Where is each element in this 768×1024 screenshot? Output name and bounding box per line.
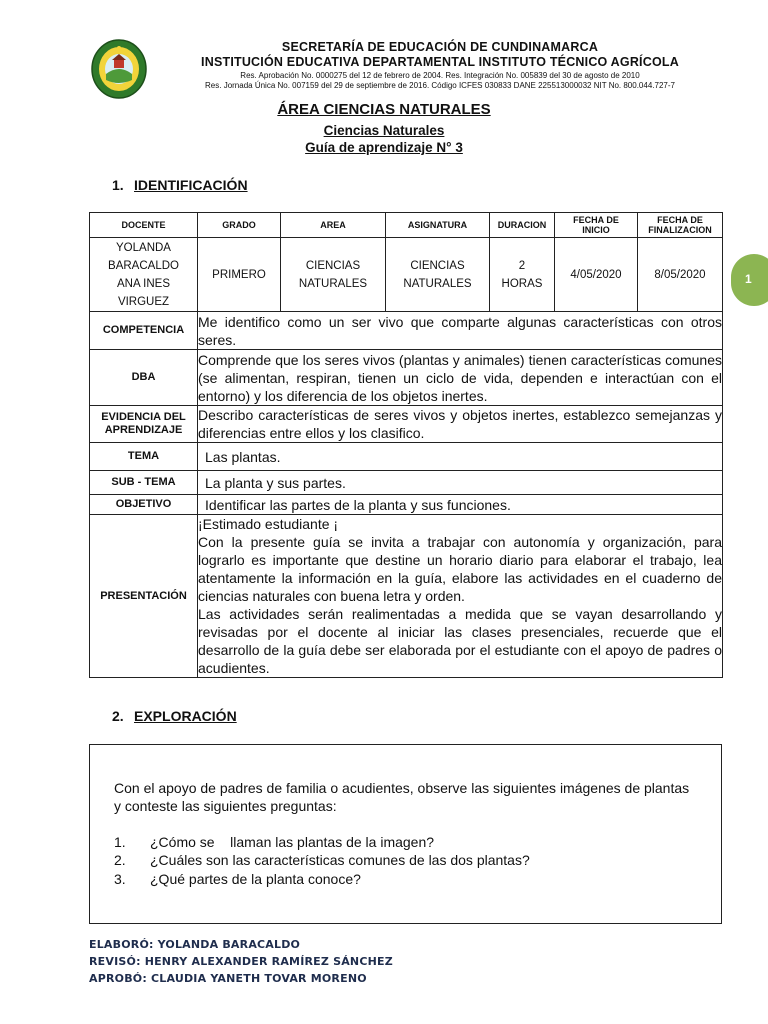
question-number: 1.: [114, 834, 126, 850]
label-subtema: SUB - TEMA: [90, 471, 198, 495]
header-resolucion-2: Res. Jornada Única No. 007159 del 29 de septiembre de 2016. Código ICFES 030833 DANE 225513000032 NIT No. 800.044.727-7: [205, 81, 675, 90]
row-competencia: [90, 312, 723, 350]
label-presentacion: PRESENTACIÓN: [90, 515, 198, 678]
duracion-line: 2: [518, 259, 526, 272]
area-title: ÁREA CIENCIAS NATURALES: [277, 101, 491, 118]
header-area: AREA: [281, 213, 386, 238]
header-fecha-inicio-l2: INICIO: [582, 225, 610, 235]
asignatura-line: NATURALES: [403, 277, 472, 290]
docente-line: BARACALDO: [108, 259, 179, 272]
presentacion-paragraph-2: Las actividades serán realimentadas a medida que se vayan desarrollando y revisadas por el docente al iniciar las clases presenciales, recuerde que el desarrollo de la guía debe ser elaborada por el estudiante con el apoyo de padres o acudientes.: [198, 606, 722, 676]
header-fecha-fin: [638, 213, 723, 238]
cell-grado: PRIMERO: [198, 238, 281, 312]
identification-table: [89, 212, 723, 678]
docente-line: YOLANDA: [116, 241, 171, 254]
question-number: 2.: [114, 852, 126, 868]
header-secretaria: SECRETARÍA DE EDUCACIÓN DE CUNDINAMARCA: [281, 40, 599, 54]
presentacion-paragraph-1: Con la presente guía se invita a trabajar con autonomía y organización, para lograrlo es importante que destine un horario diario para elaborar el trabajo, lea atentamente la información en la guía, elabore las actividades en el cuaderno de ciencias naturales con buena letra y orden.: [198, 534, 722, 604]
header-docente: DOCENTE: [90, 213, 198, 238]
duracion-line: HORAS: [501, 277, 543, 290]
page-number: 1: [745, 272, 752, 286]
header-asignatura: ASIGNATURA: [386, 213, 490, 238]
docente-line: VIRGUEZ: [117, 295, 170, 308]
row-presentacion: [90, 515, 723, 678]
cell-asignatura: [386, 238, 490, 312]
section-title: EXPLORACIÓN: [134, 708, 237, 724]
section-exploracion: [112, 708, 237, 724]
section-number: 2.: [112, 708, 124, 724]
header-fecha-fin-l1: FECHA DE: [657, 215, 703, 225]
table-header-row: [90, 213, 723, 238]
area-line: CIENCIAS: [305, 259, 361, 272]
row-tema: [90, 443, 723, 471]
guide-title: Guía de aprendizaje N° 3: [305, 140, 463, 155]
question-text: ¿Qué partes de la planta conoce?: [150, 871, 361, 887]
value-evidencia: Describo características de seres vivos y objetos inertes, establezco semejanzas y diferencias entre ellos y los clasifico.: [198, 407, 722, 441]
docente-line: ANA INES: [116, 277, 171, 290]
label-evidencia-l2: APRENDIZAJE: [104, 424, 183, 436]
row-objetivo: [90, 495, 723, 515]
value-objetivo: Identificar las partes de la planta y sus funciones.: [198, 495, 723, 515]
row-dba: [90, 350, 723, 406]
label-evidencia-l1: EVIDENCIA DEL: [101, 411, 186, 423]
section-number: 1.: [112, 177, 124, 193]
footer-elaboro: ELABORÓ: YOLANDA BARACALDO: [89, 938, 301, 951]
question-text: ¿Cuáles son las características comunes de las dos plantas?: [150, 852, 530, 868]
header-resolucion-1: Res. Aprobación No. 0000275 del 12 de febrero de 2004. Res. Integración No. 005839 del 30 de agosto de 2010: [240, 71, 640, 80]
area-line: NATURALES: [298, 277, 368, 290]
school-crest-icon: [90, 38, 148, 100]
subject-title: Ciencias Naturales: [323, 123, 445, 138]
presentacion-greeting: ¡Estimado estudiante ¡: [198, 516, 339, 532]
table-data-row: [90, 238, 723, 312]
header-grado: GRADO: [198, 213, 281, 238]
value-subtema: La planta y sus partes.: [198, 471, 723, 495]
section-identificacion: [112, 177, 248, 193]
question-item: [114, 833, 434, 851]
row-evidencia: [90, 406, 723, 443]
label-objetivo: OBJETIVO: [90, 495, 198, 515]
header-institucion: INSTITUCIÓN EDUCATIVA DEPARTAMENTAL INSTITUTO TÉCNICO AGRÍCOLA: [201, 55, 679, 69]
cell-fecha-inicio: 4/05/2020: [555, 238, 638, 312]
header-duracion: DURACION: [490, 213, 555, 238]
value-dba: Comprende que los seres vivos (plantas y animales) tienen características comunes (se alimentan, respiran, tienen un ciclo de vida, dependen e interactúan con el entorno) y los diferencia de los objetos inertes.: [198, 351, 722, 404]
footer-reviso: REVISÓ: HENRY ALEXANDER RAMÍREZ SÁNCHEZ: [89, 955, 393, 968]
value-tema: Las plantas.: [198, 443, 723, 471]
cell-duracion: [490, 238, 555, 312]
footer-aprobo: APROBÓ: CLAUDIA YANETH TOVAR MORENO: [89, 972, 367, 985]
header-fecha-inicio-l1: FECHA DE: [573, 215, 619, 225]
question-item: [114, 870, 361, 888]
asignatura-line: CIENCIAS: [410, 259, 465, 272]
question-item: [114, 851, 530, 869]
label-competencia: COMPETENCIA: [90, 312, 198, 350]
question-text: ¿Cómo se llaman las plantas de la imagen?: [150, 834, 435, 850]
label-dba: DBA: [90, 350, 198, 406]
exploration-intro: Con el apoyo de padres de familia o acudientes, observe las siguientes imágenes de plantas y conteste las siguientes preguntas:: [114, 780, 690, 814]
question-number: 3.: [114, 871, 126, 887]
cell-fecha-fin: 8/05/2020: [638, 238, 723, 312]
value-presentacion: [198, 515, 723, 678]
label-evidencia: [90, 406, 198, 443]
section-title: IDENTIFICACIÓN: [134, 177, 248, 193]
row-subtema: [90, 471, 723, 495]
header-fecha-fin-l2: FINALIZACION: [648, 225, 712, 235]
cell-area: [281, 238, 386, 312]
header-fecha-inicio: [555, 213, 638, 238]
label-tema: TEMA: [90, 443, 198, 471]
value-competencia: Me identifico como un ser vivo que comparte algunas características con otros seres.: [198, 313, 722, 348]
page-number-tab: [731, 254, 768, 306]
exploration-box: [89, 744, 722, 924]
cell-docente: [90, 238, 198, 312]
